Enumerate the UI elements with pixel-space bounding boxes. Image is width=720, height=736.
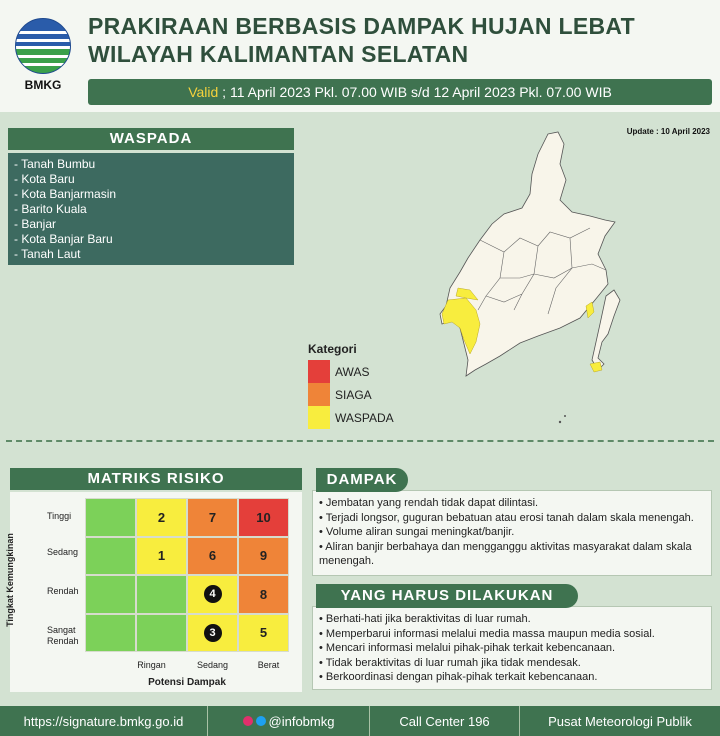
col-label-ringan: Ringan <box>137 660 166 670</box>
region-item: - Barito Kuala <box>14 202 87 216</box>
risk-matrix-grid <box>85 498 289 652</box>
section-divider <box>6 440 714 442</box>
matrix-cell <box>187 575 238 614</box>
matrix-cell-value: 3 <box>204 624 222 642</box>
legend-item-waspada <box>308 406 394 429</box>
matrix-cell <box>136 575 187 614</box>
footer-organization: Pusat Meteorologi Publik <box>548 713 692 729</box>
y-axis-title-text: Tingkat Kemungkinan <box>5 533 15 627</box>
social-handle: @infobmkg <box>268 713 335 729</box>
waspada-area-island <box>590 362 602 372</box>
dampak-item: • Jembatan yang rendah tidak dapat dilintasi. <box>319 497 539 509</box>
legend-label-waspada: WASPADA <box>335 410 394 425</box>
col-label-sedang: Sedang <box>196 660 229 670</box>
matrix-cell-value: 10 <box>256 509 271 525</box>
matrix-cell <box>136 498 187 537</box>
region-item: - Banjar <box>14 217 57 231</box>
matrix-cell-value: 6 <box>208 548 217 564</box>
instagram-icon <box>243 716 253 726</box>
matrix-cell <box>238 575 289 614</box>
legend-item-siaga <box>308 383 394 406</box>
update-date: Update : 10 April 2023 <box>626 127 710 136</box>
matrix-cell-value: 8 <box>259 586 268 602</box>
matrix-cell <box>238 537 289 576</box>
waspada-heading: WASPADA <box>8 128 294 150</box>
logo-text: BMKG <box>24 78 62 92</box>
matrix-cell <box>238 614 289 653</box>
harus-item: • Tidak beraktivitas di luar rumah jika tidak mendesak. <box>319 656 581 669</box>
bmkg-emblem-icon <box>15 18 71 74</box>
footer-call-center: Call Center 196 <box>370 706 520 736</box>
harus-item: • Memperbarui informasi melalui media massa maupun media sosial. <box>319 627 655 640</box>
matrix-cell-value: 2 <box>157 509 166 525</box>
legend-label-siaga: SIAGA <box>335 387 372 402</box>
dampak-item: • Aliran banjir berbahaya dan mengganggu aktivitas masyarakat dalam skala menengah. <box>319 540 692 567</box>
valid-label: Valid <box>188 84 219 100</box>
legend-swatch-awas <box>308 360 330 383</box>
matrix-cell <box>187 614 238 653</box>
waspada-region-list <box>8 153 294 265</box>
matrix-cell-value: 4 <box>204 585 222 603</box>
harus-item: • Berhati-hati jika beraktivitas di luar rumah. <box>319 613 531 625</box>
matrix-x-axis-title: Potensi Dampak <box>148 677 226 688</box>
matrix-cell <box>136 614 187 653</box>
footer-social-link[interactable] <box>208 706 370 736</box>
kalimantan-selatan-map <box>430 128 640 428</box>
harus-item: • Berkoordinasi dengan pihak-pihak terkait kebencanaan. <box>319 671 598 683</box>
legend-item-awas <box>308 360 394 383</box>
footer-website-link[interactable]: https://signature.bmkg.go.id <box>0 706 208 736</box>
harus-heading: YANG HARUS DILAKUKAN <box>316 584 578 608</box>
matrix-heading: MATRIKS RISIKO <box>10 468 302 490</box>
valid-period-bar <box>88 79 712 105</box>
col-label-berat: Berat <box>257 660 280 670</box>
header <box>0 0 720 112</box>
harus-item: • Mencari informasi melalui pihak-pihak terkait kebencanaan. <box>319 642 616 654</box>
map-island <box>592 290 620 370</box>
matrix-cell <box>85 575 136 614</box>
bmkg-logo <box>12 18 74 98</box>
legend-swatch-siaga <box>308 383 330 406</box>
region-item: - Tanah Bumbu <box>14 157 96 171</box>
kategori-title: Kategori <box>308 342 357 356</box>
matrix-cell <box>187 498 238 537</box>
region-item: - Kota Baru <box>14 172 75 186</box>
row-label-tinggi: Tinggi <box>47 511 72 521</box>
matrix-cell <box>187 537 238 576</box>
row-label-rendah: Rendah <box>47 586 79 596</box>
matrix-cell-value: 5 <box>259 625 268 641</box>
twitter-icon <box>256 716 266 726</box>
matrix-cell <box>85 614 136 653</box>
kategori-legend <box>308 342 394 429</box>
region-item: - Kota Banjar Baru <box>14 232 113 246</box>
matrix-cell <box>136 537 187 576</box>
matrix-cell-value: 9 <box>259 548 268 564</box>
dampak-item: • Terjadi longsor, guguran bebatuan atau erosi tanah dalam skala menengah. <box>319 511 694 524</box>
map-islet <box>564 415 566 417</box>
matrix-cell <box>85 498 136 537</box>
matrix-y-axis-title <box>2 510 18 650</box>
title-line-2: WILAYAH KALIMANTAN SELATAN <box>88 41 469 67</box>
row-label-sangat-rendah: Sangat Rendah <box>47 625 79 646</box>
dampak-heading: DAMPAK <box>316 468 408 492</box>
valid-period-text: ; 11 April 2023 Pkl. 07.00 WIB s/d 12 April 2023 Pkl. 07.00 WIB <box>218 84 612 100</box>
matrix-cell <box>238 498 289 537</box>
page-title <box>88 12 635 68</box>
dampak-box <box>312 490 712 576</box>
footer-bar <box>0 706 720 736</box>
row-label-sedang: Sedang <box>47 547 79 557</box>
title-line-1: PRAKIRAAN BERBASIS DAMPAK HUJAN LEBAT <box>88 13 635 39</box>
legend-swatch-waspada <box>308 406 330 429</box>
region-item: - Tanah Laut <box>14 247 81 261</box>
dampak-item: • Volume aliran sungai meningkat/banjir. <box>319 526 515 538</box>
map-islet <box>559 421 561 423</box>
region-item: - Kota Banjarmasin <box>14 187 117 201</box>
matrix-cell-value: 1 <box>157 548 166 564</box>
harus-box <box>312 606 712 690</box>
matrix-cell-value: 7 <box>208 509 217 525</box>
legend-label-awas: AWAS <box>335 364 370 379</box>
matrix-cell <box>85 537 136 576</box>
